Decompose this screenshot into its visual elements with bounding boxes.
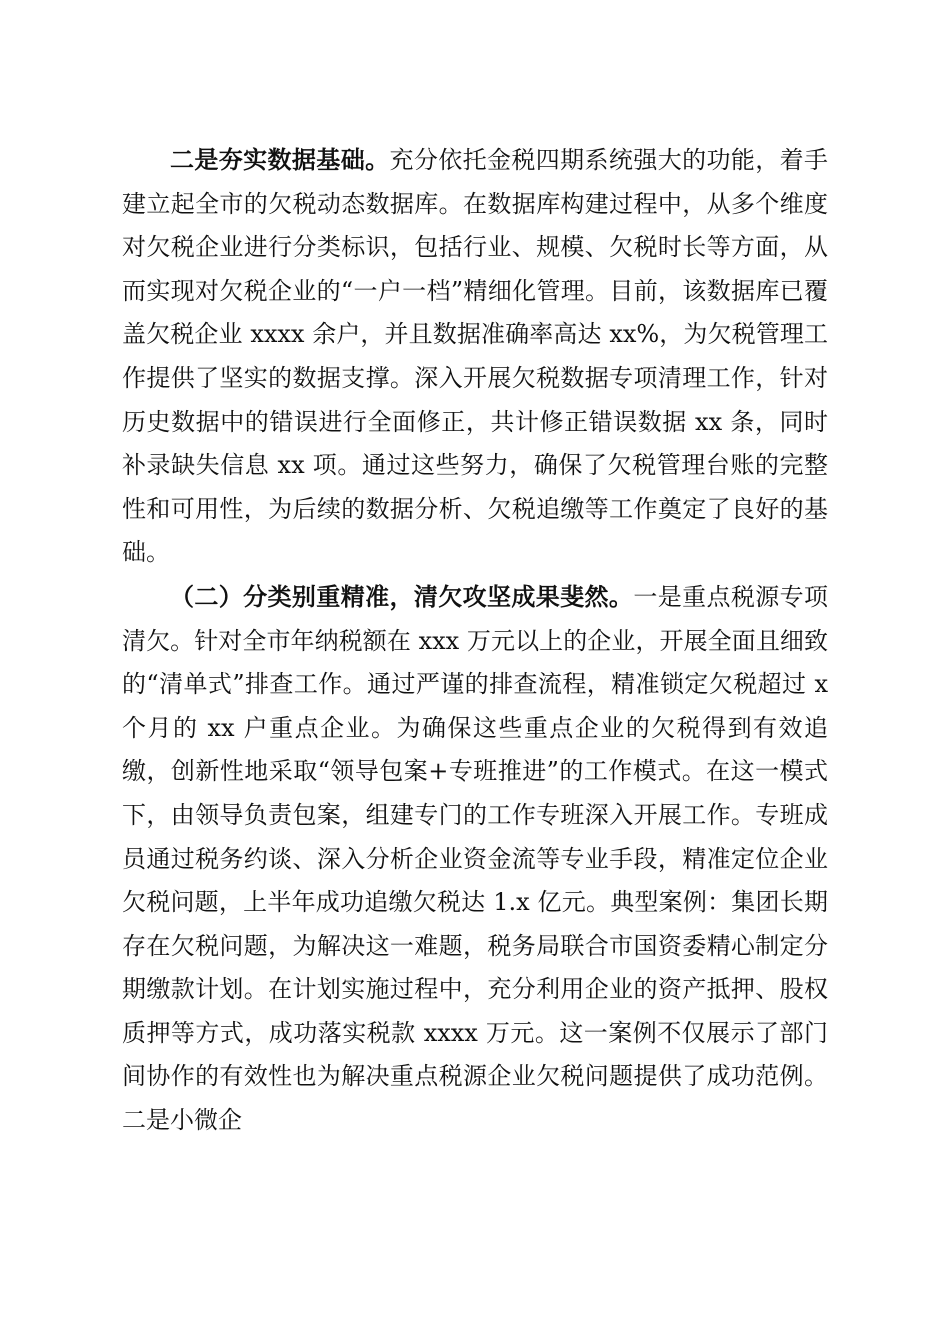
paragraph-text: 一是重点税源专项清欠。针对全市年纳税额在 xxx 万元以上的企业，开展全面且细致的“清单式”排查工作。通过严谨的排查流程，精准锁定欠税超过 x 个月的 xx 户重点企业。为确保这些重点企业的欠税得到有效追缴，创新性地采取“领导包案+专班推进”的工作模式。在这一模式下，由领导负责包案，组建专门的工作专班深入开展工作。专班成员通过税务约谈、深入分析企业资金流等专业手段，精准定位企业欠税问题，上半年成功追缴欠税达 1.x 亿元。典型案例：集团长期存在欠税问题，为解决这一难题，税务局联合市国资委精心制定分期缴款计划。在计划实施过程中，充分利用企业的资产抵押、股权质押等方式，成功落实税款 xxxx 万元。这一案例不仅展示了部门间协作的有效性也为解决重点税源企业欠税问题提供了成功范例。二是小微企 xyxy=(122,582,829,1135)
paragraph-data-foundation xyxy=(122,138,828,575)
document-body xyxy=(122,138,828,1143)
paragraph-lead: 二是夯实数据基础。 xyxy=(170,145,390,174)
paragraph-classified-collection xyxy=(122,575,828,1143)
paragraph-text: 充分依托金税四期系统强大的功能，着手建立起全市的欠税动态数据库。在数据库构建过程中，从多个维度对欠税企业进行分类标识，包括行业、规模、欠税时长等方面，从而实现对欠税企业的“一户一档”精细化管理。目前，该数据库已覆盖欠税企业 xxxx 余户，并且数据准确率高达 xx%，为欠税管理工作提供了坚实的数据支撑。深入开展欠税数据专项清理工作，针对历史数据中的错误进行全面修正，共计修正错误数据 xx 条，同时补录缺失信息 xx 项。通过这些努力，确保了欠税管理台账的完整性和可用性，为后续的数据分析、欠税追缴等工作奠定了良好的基础。 xyxy=(122,146,829,567)
section-heading: （二）分类别重精准，清欠攻坚成果斐然。 xyxy=(170,581,634,611)
